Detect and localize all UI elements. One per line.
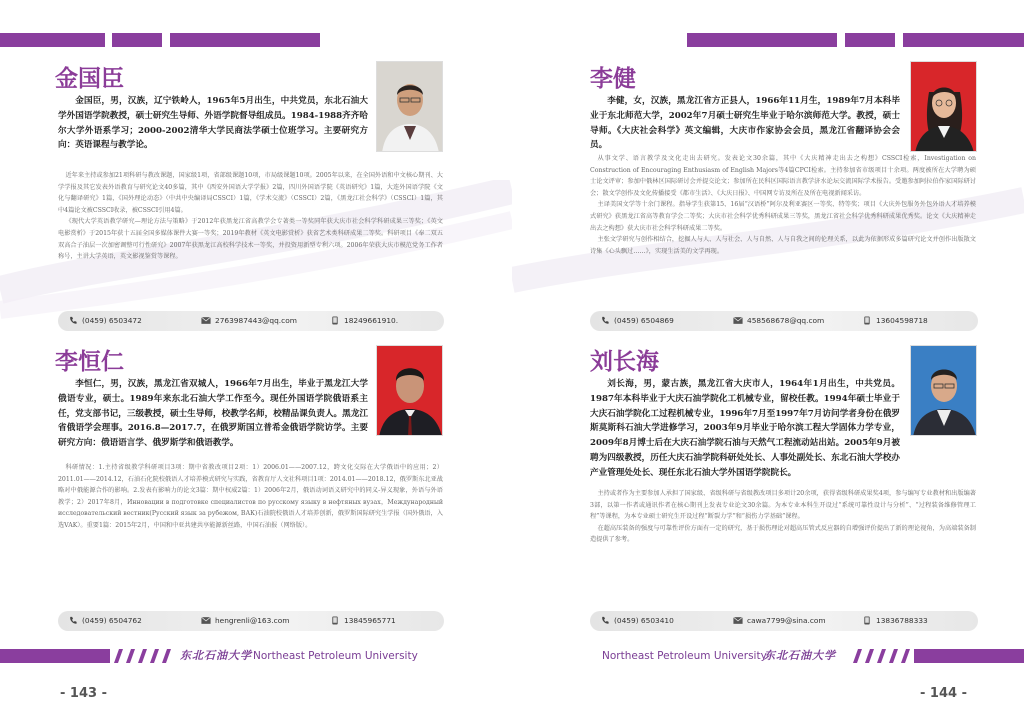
research-text (58, 462, 443, 532)
paragraph: 主持或者作为主要参加人承担了国家级、省级科研与省级教改项目多项计20余项，获得省级科研成果奖4项，参与编写专业教材和出版编著3部，以第一作者或通讯作者在核心期刊上发表专业论文30余篇。为本专业本科生开设过“系统可靠性设计与分析”、“过程装备维修管理工程”等课程，为本专业硕士研究生开设过程“断裂力学”和“损伤力学基础”课程。 (590, 490, 976, 521)
bio-summary: 刘长海，男，蒙古族，黑龙江省大庆市人，1964年1月出生，中共党员。1987年本科毕业于大庆石油学院化工机械专业，留校任教。1994年硕士毕业于大庆石油学院化工过程机械专业，1996年7月至1997年7月访问学者身份在俄罗斯莫斯科石油大学进修学习，2003年9月毕业于哈尔滨工程大学固体力学专业，2009年8月博士后在大庆石油学院石油与天然气工程流动站出站。2005年9月被聘为四级教授，历任大庆石油学院科研处处长、人事处副处长、东北石油大学校办产业管理处处长、现任东北石油大学外国语学院院长。 (590, 379, 900, 478)
footer-stripes (0, 649, 175, 663)
portrait-photo (376, 345, 443, 436)
person-name: 李健 (590, 66, 636, 92)
right-page (512, 0, 1024, 723)
email-address: 458568678@qq.com (747, 316, 825, 325)
phone-number: (0459) 6504869 (614, 316, 674, 325)
phone-icon (600, 316, 610, 325)
mobile-number: 18249661910. (344, 316, 399, 325)
mobile-number: 13845965771 (344, 616, 396, 625)
mobile-icon (862, 616, 872, 625)
person-name: 李恒仁 (55, 349, 124, 375)
email-address: cawa7799@sina.com (747, 616, 826, 625)
bio-summary: 李健，女，汉族，黑龙江省方正县人，1966年11月生，1989年7月本科毕业于东北师范大学，2002年7月硕士研究生毕业于哈尔滨师范大学。教授，硕士导师。《大庆社会科学》英文编辑，大庆市作家协会会员，黑龙江省翻译协会会员。 (590, 96, 900, 151)
university-calligraphy-logo: 东北石油大学 (764, 649, 836, 662)
contact-bar (590, 611, 978, 631)
paragraph: 近年来主持或参加21项科研与教改课题，国家级1项，省部级课题10项，市局级课题10项。2005年以来，在全国外语和中文核心期刊、大学学报及其它发表外语教育与研究论文40多篇，其中《西安外国语大学学报》2篇，四川外国语学院《英语研究》1篇，大连外国语学院《文化与翻译研究》1篇，《国外理论动态》（中共中央编译局CSSCI）1篇，《学术交流》（CSSCI）2篇，《黑龙江社会科学》（CSSCI）1篇，其中4篇论文被CSSCI收录，被CSSCI引用4篇。 (58, 172, 443, 214)
mobile-number: 13604598718 (876, 316, 928, 325)
contact-bar (58, 611, 444, 631)
paragraph: 从事文学、语言教学及文化走出去研究。发表论文30余篇，其中《大庆精神走出去之构想》CSSCI检索，Investigation on Construction of Encouraging Enthusiasm of English Majors等4篇CPCI检索。主持参加省市级项目十余项。两度被所在大学聘为硕士论文评审；参加中俄林区国际研讨会并提交论文；参加所在民科区国际语言教学济水论坛交流国际学术报告。受邀参加阿拉伯作家国际研讨会；散文学创作及文化传播接受《都市生活》、《大庆日报》、中国网专访及所在及所在电视新闻采访。 (590, 155, 976, 197)
phone-number: (0459) 6503410 (614, 616, 674, 625)
university-calligraphy-logo: 东北石油大学 (180, 649, 252, 662)
footer-stripes (849, 649, 1024, 663)
email-icon (733, 316, 743, 325)
paragraph: 主张文学研究与创作相结合，挖掘人与人、人与社会、人与自然、人与自我之间的伦理关系，以此为依据形成多篇研究论文并创作出版散文诗集《心头飘过……》，实现生活美的文学再现。 (590, 236, 976, 255)
portrait-photo (910, 61, 977, 152)
contact-bar (58, 311, 444, 331)
page-number: - 144 - (920, 686, 967, 701)
phone-number: (0459) 6503472 (82, 316, 142, 325)
phone-icon (68, 316, 78, 325)
paragraph: 主译美国文学等十余门课程。指导学生获第15、16届“汉语桥”阿尔及利亚赛区一等奖、特等奖；项目《大庆外包服务外包外语人才培养模式研究》获黑龙江省高等教育学会二等奖；大庆市社会科学优秀科研成果三等奖，黑龙江省社会科学优秀科研成果优秀奖。论文《大庆精神走出去之构想》获大庆市社会科学科研成果二等奖。 (590, 201, 976, 232)
person-name: 金国臣 (55, 66, 124, 92)
contact-bar (590, 311, 978, 331)
email-icon (733, 616, 743, 625)
research-text (58, 170, 443, 263)
email-address: 2763987443@qq.com (215, 316, 297, 325)
research-text (590, 153, 976, 257)
header-bars (0, 33, 330, 47)
bio-summary: 李恒仁，男，汉族，黑龙江省双城人，1966年7月出生，毕业于黑龙江大学俄语专业，硕士。1989年来东北石油大学工作至今。现任外国语学院俄语系主任，党支部书记，三级教授，硕士生导师，校教学名师，校精品课负责人。黑龙江省俄语学会理事。2016.8—2017.7，在俄罗斯国立普希金俄语学院访学。主要研究方向：俄语语言学、俄罗斯学和俄语教学。 (58, 379, 368, 449)
paragraph: 科研情况：1.主持省级教学科研项目3项：期中省教改项目2项：1）2006.01——2007.12，跨文化交际在大学俄语中的应用；2）2011.01——2014.12，石油石化院校俄语人才培养模式研究与实践，省教育厅人文社科项目1项：2014.01——2018.12，俄罗斯东北亚战略对中俄能源合作的影响。2.发表有影响力的论文3篇：期中权威2篇：1）2006年2月，俄语动词语义研究中的同义-异义现象，外语与外语教学；2）2017年8月，Инновации в подготовке специалистов по русскому языку в нефтяных вузах，Международный исследовательский вестник(Русский язык за рубежом, ВАК)石油院校俄语人才培养创新，俄罗斯国际研究生学报（国外俄语，入选VAK）。重要1篇：2015年2月，中国和中亚共建共享能源新丝路，中国石油报（网络版）。 (58, 464, 443, 529)
header-bars (687, 33, 1024, 47)
paragraph: 在超高压装备的强度与可靠性评价方面有一定的研究，基于损伤理论对超高压管式反应器的自增强评价提出了新的理论视角，为高端装备制造提供了参考。 (590, 524, 976, 544)
university-name: Northeast Petroleum University (602, 650, 767, 662)
phone-number: (0459) 6504762 (82, 616, 142, 625)
page-number: - 143 - (60, 686, 107, 701)
mobile-icon (330, 616, 340, 625)
university-name: Northeast Petroleum University (253, 650, 418, 662)
phone-icon (68, 616, 78, 625)
email-icon (201, 616, 211, 625)
mobile-icon (862, 316, 872, 325)
email-icon (201, 316, 211, 325)
portrait-photo (910, 345, 977, 436)
email-address: hengrenli@163.com (215, 616, 290, 625)
research-text (590, 488, 976, 546)
person-name: 刘长海 (590, 349, 659, 375)
paragraph: 《现代大学英语教学研究—理论方法与策略》于2012年获黑龙江省高教学会专著类一等奖同年获大庆市社会科学科研成果三等奖；《英文电影赏析》于2015年获十五届全国多媒体课件大赛一等奖；2019年教材《英文电影赏析》获省艺术类科研成果二等奖。科研项目《奉二双五双高合子油层一次加密调整可行性研究》2007年获黑龙江高校科学技术一等奖，并投资用新型专利六项。2006年荣获大庆市模范党务工作者称号，主讲大学英语，英文影视鉴赏等课程。 (58, 218, 443, 261)
phone-icon (600, 616, 610, 625)
mobile-number: 13836788333 (876, 616, 928, 625)
bio-summary: 金国臣，男，汉族，辽宁铁岭人，1965年5月出生，中共党员，东北石油大学外国语学院教授，硕士研究生导师、外语学院督导组成员。1984-1988齐齐哈尔大学外语系学习；2000-2002清华大学民商法学硕士位班学习。主要研究方向：英语课程与教学论。 (58, 96, 368, 151)
mobile-icon (330, 316, 340, 325)
portrait-photo (376, 61, 443, 152)
